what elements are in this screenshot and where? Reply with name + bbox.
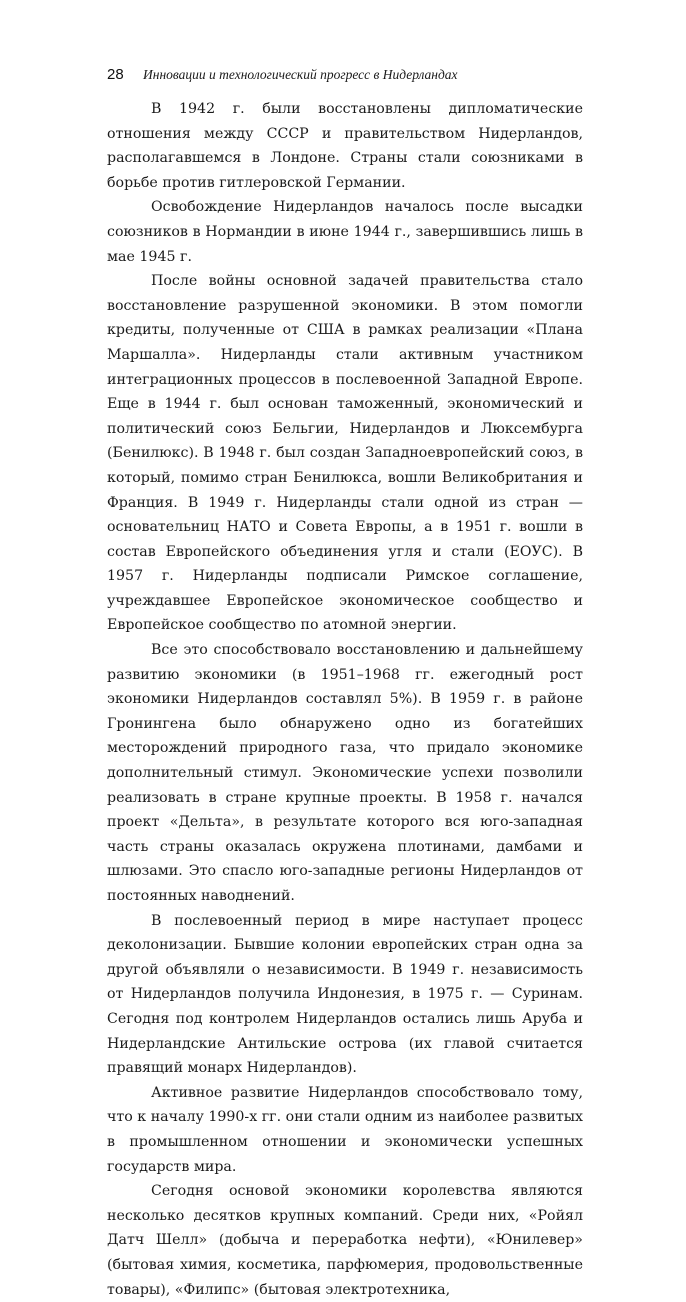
paragraph-decolonization: В послевоенный период в мире наступает процесс деколонизации. Бывшие колонии европейских стран одна за другой объявляли о независимости. В 1949 г. независимость от Нидерландов получила Индонезия, в 1975 г. — Суринам. Сегодня под контролем Нидерландов остались лишь Аруба и Нидерландские Антильские острова (их главой считается правящий монарх Нидерландов). (107, 912, 583, 1077)
paragraph-economic-growth: Все это способствовало восстановлению и дальнейшему развитию экономики (в 1951–1968 гг. ежегодный рост экономики Нидерландов составлял 5%). В 1959 г. в районе Гронингена было обнаружено одно из богатейших месторождений природного газа, что придало экономике дополнительный стимул. Экономические успехи позволили реализовать в стране крупные проекты. В 1958 г. начался проект «Дельта», в результате которого вся юго-западная часть страны оказалась окружена плотинами, дамбами и шлюзами. Это спасло юго-западные регионы Нидерландов от постоянных наводнений. (107, 642, 583, 904)
paragraph-postwar-recovery: После войны основной задачей правительства стало восстановление разрушенной экономики. В этом помогли кредиты, полученные от США в рамках реализации «Плана Маршалла». Нидерланды стали активным участником интеграционных процессов в послевоенной Западной Европе. Еще в 1944 г. был основан таможенный, экономический и политический союз Бельгии, Нидерландов и Люксембурга (Бенилюкс). В 1948 г. был создан Западноевропейский союз, в который, помимо стран Бенилюкса, вошли Великобритания и Франция. В 1949 г. Нидерланды стали одной из стран — основательниц НАТО и Совета Европы, а в 1951 г. вошли в состав Европейского объединения угля и стали (ЕОУС). В 1957 г. Нидерланды подписали Римское соглашение, учреждавшее Европейское экономическое сообщество и Европейское сообщество по атомной энергии. (107, 273, 583, 634)
paragraph-diplomatic-relations: В 1942 г. были восстановлены дипломатические отношения между СССР и правительством Нидерландов, располагавшемся в Лондоне. Страны стали союзниками в борьбе против гитлеровской Германии. (107, 101, 583, 191)
paragraph-liberation: Освобождение Нидерландов началось после высадки союзников в Нормандии в июне 1944 г., завершившись лишь в мае 1945 г. (107, 199, 583, 265)
running-title: Инновации и технологический прогресс в Нидерландах (143, 67, 458, 82)
paragraph-development-1990s: Активное развитие Нидерландов способствовало тому, что к началу 1990-х гг. они стали одним из наиболее развитых в промышленном отношении и экономически успешных государств мира. (107, 1084, 583, 1175)
page-number: 28 (107, 66, 124, 83)
paragraph-major-companies: Сегодня основой экономики королевства являются несколько десятков крупных компаний. Среди них, «Ройял Датч Шелл» (добыча и переработка нефти), «Юнилевер» (бытовая химия, косметика, парфюмерия, продовольственные товары), «Филипс» (бытовая электротехника, (107, 1183, 583, 1298)
page-header (107, 66, 587, 88)
main-text (107, 97, 583, 1302)
